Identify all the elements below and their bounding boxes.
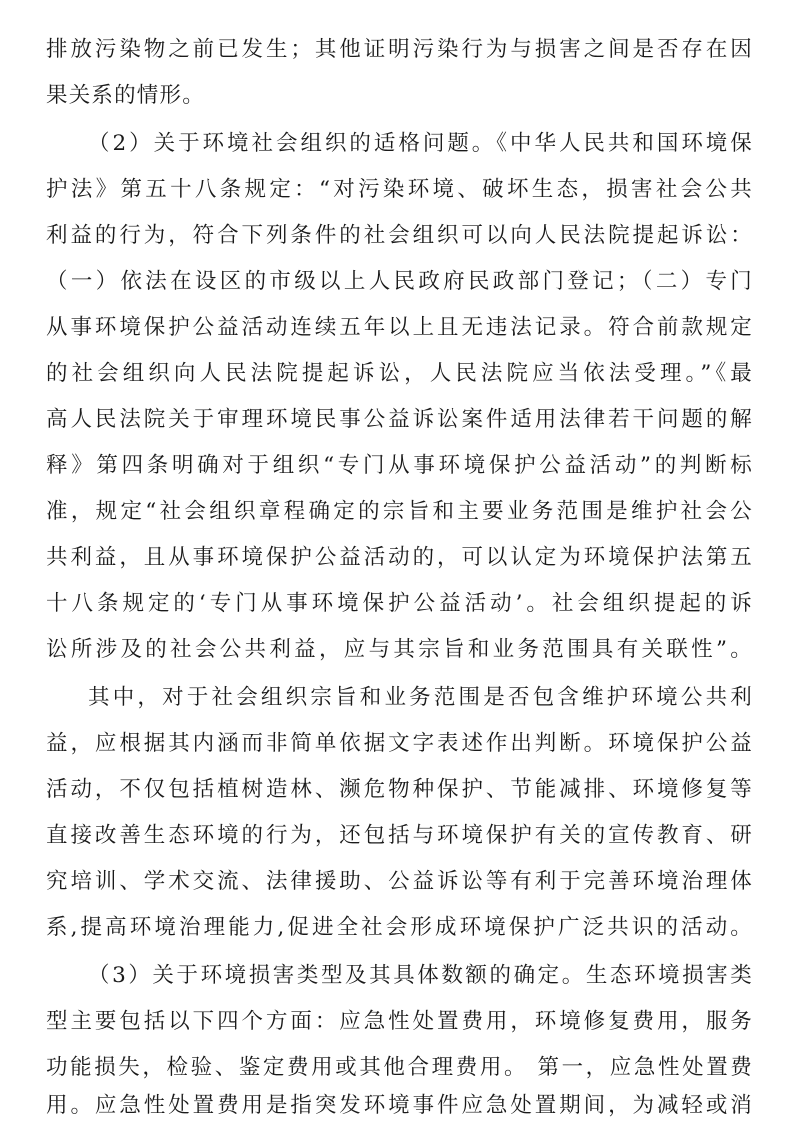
text-line-4: 护法》第五十八条规定：“对污染环境、破坏生态，损害社会公共 [46, 177, 753, 202]
text-line-2: 果关系的情形。 [46, 83, 205, 108]
text-line-19: 究培训、学术交流、法律援助、公益诉讼等有利于完善环境治理体 [46, 869, 753, 894]
paragraph-4-first-line: （3）关于环境损害类型及其具体数额的确定。生态环境损害类 [88, 963, 753, 988]
text-line-6: （一）依法在设区的市级以上人民政府民政部门登记；（二）专门 [46, 269, 753, 294]
paragraph-2-first-line: （2）关于环境社会组织的适格问题。《中华人民共和国环境保 [88, 131, 753, 156]
text-line-14: 讼所涉及的社会公共利益，应与其宗旨和业务范围具有关联性”。 [46, 637, 753, 662]
text-line-23: 功能损失，检验、鉴定费用或其他合理费用。 第一，应急性处置费 [46, 1055, 753, 1080]
text-line-12: 共利益，且从事环境保护公益活动的，可以认定为环境保护法第五 [46, 545, 753, 570]
text-line-1: 排放污染物之前已发生；其他证明污染行为与损害之间是否存在因 [46, 37, 753, 62]
text-line-17: 活动，不仅包括植树造林、濒危物种保护、节能减排、环境修复等 [46, 777, 753, 802]
text-line-11: 准，规定“社会组织章程确定的宗旨和主要业务范围是维护社会公 [46, 499, 753, 524]
text-line-9: 高人民法院关于审理环境民事公益诉讼案件适用法律若干问题的解 [46, 407, 753, 432]
text-line-8: 的社会组织向人民法院提起诉讼，人民法院应当依法受理。”《最 [46, 361, 753, 386]
text-line-7: 从事环境保护公益活动连续五年以上且无违法记录。符合前款规定 [46, 315, 753, 340]
text-line-16: 益，应根据其内涵而非简单依据文字表述作出判断。环境保护公益 [46, 731, 753, 756]
text-line-20: 系,提高环境治理能力,促进全社会形成环境保护广泛共识的活动。 [46, 915, 753, 940]
text-line-24: 用。应急性处置费用是指突发环境事件应急处置期间，为减轻或消 [46, 1093, 753, 1118]
text-line-22: 型主要包括以下四个方面：应急性处置费用，环境修复费用，服务 [46, 1009, 753, 1034]
paragraph-3-first-line: 其中，对于社会组织宗旨和业务范围是否包含维护环境公共利 [88, 685, 753, 710]
text-line-13: 十八条规定的‘专门从事环境保护公益活动’。社会组织提起的诉 [46, 591, 753, 616]
text-line-10: 释》第四条明确对于组织“专门从事环境保护公益活动”的判断标 [46, 453, 753, 478]
text-line-5: 利益的行为，符合下列条件的社会组织可以向人民法院提起诉讼： [46, 223, 753, 248]
text-line-18: 直接改善生态环境的行为，还包括与环境保护有关的宣传教育、研 [46, 823, 753, 848]
